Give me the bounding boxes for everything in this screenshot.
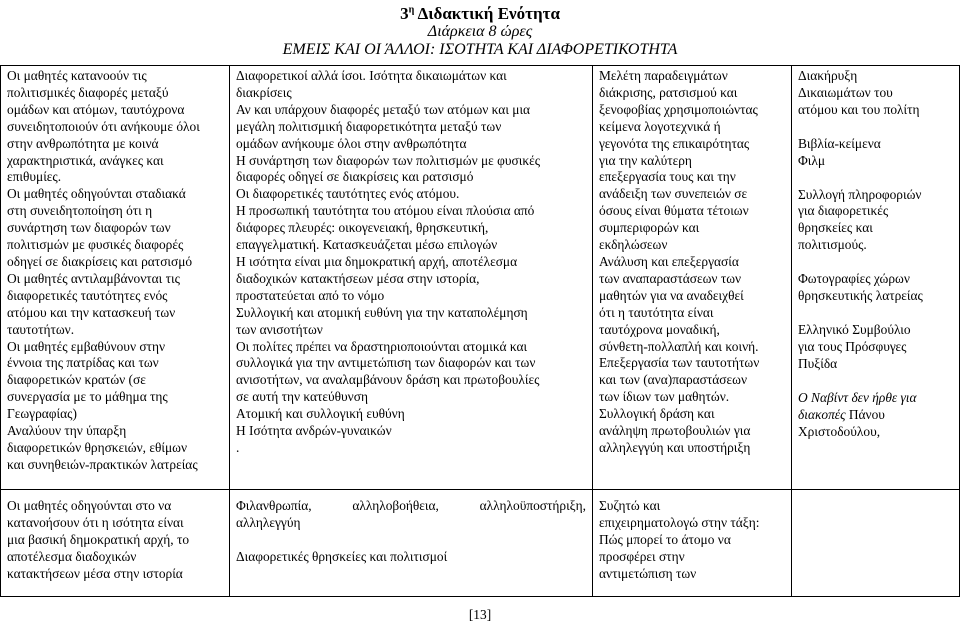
unit-title-line: [0, 4, 960, 23]
objectives-cell: [1, 66, 230, 490]
text-line: συνειδητοποιούν ότι ανήκουμε όλοι: [7, 118, 200, 134]
text-line: Διαφορετικοί αλλά ίσοι. Ισότητα δικαιωμάτων και: [236, 68, 507, 83]
resource-item: Ελληνικό Συμβούλιο: [798, 321, 911, 337]
unit-topic-title: ΕΜΕΙΣ ΚΑΙ ΟΙ ΆΛΛΟΙ: ΙΣΟΤΗΤΑ ΚΑΙ ΔΙΑΦΟΡΕΤΙΚΟΤΗΤΑ: [282, 41, 678, 58]
text-line: διάκρισης, ρατσισμού και: [599, 84, 738, 100]
text-line: ανάληψη πρωτοβουλιών για: [599, 423, 751, 439]
text-line: διαφορές οδηγεί σε διακρίσεις και ρατσισμό: [236, 169, 474, 185]
text-line: Οι μαθητές εμβαθύνουν στην: [7, 338, 166, 354]
text-line: αντιμετώπιση των: [599, 565, 697, 581]
text-line: μεγάλη πολιτισμική διαφορετικότητα μεταξύ των: [236, 118, 502, 134]
content-cell: [230, 490, 593, 597]
text-line: σε αυτή την κατεύθυνση: [236, 389, 368, 405]
text-line: Γεωγραφίας): [7, 406, 77, 422]
text-line: Πώς μπορεί το άτομο να: [599, 531, 731, 547]
text-line: στη συνειδητοποίηση ότι η: [7, 203, 153, 219]
text-line: Οι μαθητές αντιλαμβάνονται τις: [7, 270, 180, 286]
text-line: κατανοήσουν ότι η ισότητα είναι: [7, 514, 184, 530]
text-line: Διαφορετικές θρησκείες και πολιτισμοί: [236, 548, 448, 564]
text-line: προστατεύεται από το νόμο: [236, 287, 385, 303]
text-line: εκδηλώσεων: [599, 237, 668, 253]
text-line: .: [236, 439, 240, 455]
resource-item: πολιτισμούς.: [798, 237, 867, 253]
text-line: των ανισοτήτων: [236, 321, 323, 337]
book-title-continued: [798, 407, 953, 424]
text-line: επαγγελματική. Κατασκευάζεται μέσω επιλογών: [236, 237, 498, 253]
text-line: συλλογικά για την αντιμετώπιση των διαφορών και των: [236, 355, 536, 371]
text-line: αποτέλεσμα διαδοχικών: [7, 548, 137, 564]
curriculum-table: [0, 65, 960, 597]
text-line: επιθυμίες.: [7, 169, 62, 185]
text-line: Φιλανθρωπία, αλληλοβοήθεια, αλληλοϋποστήριξη,: [236, 498, 586, 513]
text-line: χαρακτηριστικά, ανάγκες και: [7, 152, 164, 168]
text-line: στην ανθρωπότητα με κοινά: [7, 135, 159, 151]
text-line: πολιτισμών με φυσικές διαφορές: [7, 237, 184, 253]
text-line: Ατομική και συλλογική ευθύνη: [236, 406, 405, 422]
text-line: συμπεριφορών και: [599, 220, 700, 236]
text-line: οδηγεί σε διακρίσεις και ρατσισμό: [7, 253, 193, 269]
book-title-end: διακοπές: [798, 406, 846, 422]
unit-label: Διδακτική Ενότητα: [417, 4, 560, 23]
text-line: των ίδιων των μαθητών.: [599, 389, 730, 405]
text-line: Αναλύουν την ύπαρξη: [7, 423, 127, 439]
text-line: Οι μαθητές οδηγούνται στο να: [7, 498, 172, 513]
unit-number: 3: [400, 4, 409, 23]
text-line: όσους είναι θύματα τέτοιων: [599, 203, 749, 219]
text-line: ταυτόχρονα μοναδική,: [599, 321, 720, 337]
text-line: διάφορες πλευρές: οικογενειακή, θρησκευτική,: [236, 220, 489, 236]
text-line: Οι μαθητές κατανοούν τις: [7, 68, 147, 83]
resource-item: Φιλμ: [798, 152, 826, 168]
page-number: [13]: [468, 607, 492, 622]
text-line: επιχειρηματολογώ στην τάξη:: [599, 514, 760, 530]
book-author-first: Πάνου: [845, 406, 885, 422]
text-line: διαφορετικών θρησκειών, εθίμων: [7, 439, 188, 455]
text-line: γεγονότα της επικαιρότητας: [599, 135, 750, 151]
unit-number-suffix: η: [408, 4, 415, 16]
text-line: και συνηθειών-πρακτικών λατρείας: [7, 456, 198, 472]
text-line: Η ισότητα είναι μια δημοκρατική αρχή, αποτέλεσμα: [236, 253, 518, 269]
resource-item: ατόμου και του πολίτη: [798, 101, 920, 117]
text-line: για την καλύτερη: [599, 152, 692, 168]
text-line: διαφορετικές ταυτότητες ενός: [7, 287, 168, 303]
text-line: Συζητώ και: [599, 498, 661, 513]
resource-item: για τους Πρόσφυγες: [798, 338, 907, 354]
text-line: Οι μαθητές οδηγούνται σταδιακά: [7, 186, 186, 202]
resource-item: Συλλογή πληροφοριών: [798, 186, 922, 202]
text-line: ομάδων ανήκουμε όλοι στην ανθρωπότητα: [236, 135, 467, 151]
text-line: σύνθετη-πολλαπλή και κοινή.: [599, 338, 759, 354]
text-line: Η συνάρτηση των διαφορών των πολιτισμών με φυσικές: [236, 152, 541, 168]
text-line: κατακτήσεων μέσα στην ιστορία: [7, 565, 183, 581]
text-line: Συλλογική δράση και: [599, 406, 715, 422]
resource-item: για διαφορετικές: [798, 203, 889, 219]
text-line: διαφορετικών κρατών (σε: [7, 372, 146, 388]
table-row: [1, 490, 960, 597]
resource-item: Φωτογραφίες χώρων: [798, 271, 910, 287]
text-line: ανάδειξη των συνεπειών σε: [599, 186, 748, 202]
text-line: έννοια της πατρίδας και των: [7, 355, 159, 371]
text-line: Μελέτη παραδειγμάτων: [599, 68, 728, 83]
activities-cell: [593, 490, 792, 597]
text-line: Οι διαφορετικές ταυτότητες ενός ατόμου.: [236, 186, 460, 202]
text-line: κείμενα λογοτεχνικά ή: [599, 118, 721, 134]
content-cell: [230, 66, 593, 490]
text-line: ξενοφοβίας χρησιμοποιώντας: [599, 101, 758, 117]
resources-cell: [792, 66, 960, 490]
resource-item: Πυξίδα: [798, 355, 838, 371]
text-line: Επεξεργασία των ταυτοτήτων: [599, 355, 760, 371]
book-title: Ο Ναβίντ δεν ήρθε για: [798, 389, 917, 405]
text-line: μια βασική δημοκρατική αρχή, το: [7, 531, 190, 547]
text-line: προσφέρει στην: [599, 548, 685, 564]
text-line: των αναπαραστάσεων των: [599, 270, 742, 286]
text-line: Η προσωπική ταυτότητα του ατόμου είναι πλούσια από: [236, 203, 535, 219]
text-line: Οι πολίτες πρέπει να δραστηριοποιούνται ατομικά και: [236, 338, 528, 354]
resources-cell: [792, 490, 960, 597]
resource-item: θρησκευτικής λατρείας: [798, 288, 923, 304]
resource-item: Δικαιωμάτων του: [798, 84, 893, 100]
unit-duration: Διάρκεια 8 ώρες: [427, 23, 533, 40]
resource-item: Διακήρυξη: [798, 68, 858, 83]
text-line: και των (ανα)παραστάσεων: [599, 372, 747, 388]
text-line: ανισοτήτων, να αναλαμβάνουν δράση και πρωτοβουλίες: [236, 372, 540, 388]
resource-item: θρησκείες και: [798, 220, 873, 236]
text-line: συνάρτηση των διαφορών των: [7, 220, 171, 236]
text-line: Ανάλυση και επεξεργασία: [599, 253, 739, 269]
text-line: Η Ισότητα ανδρών-γυναικών: [236, 423, 392, 439]
text-line: Συλλογική και ατομική ευθύνη για την καταπολέμηση: [236, 304, 528, 320]
text-line: συνεργασία με το μάθημα της: [7, 389, 168, 405]
text-line: αλληλεγγύη και υποστήριξη: [599, 439, 751, 455]
text-line: ταυτοτήτων.: [7, 321, 75, 337]
text-line: ατόμου και την κατασκευή των: [7, 304, 176, 320]
text-line: αλληλεγγύη: [236, 514, 301, 530]
unit-header: [0, 4, 960, 59]
table-row: [1, 66, 960, 490]
text-line: ότι η ταυτότητα είναι: [599, 304, 714, 320]
resource-item: Βιβλία-κείμενα: [798, 135, 881, 151]
objectives-cell: [1, 490, 230, 597]
book-author-last: Χριστοδούλου,: [798, 423, 881, 439]
text-line: διακρίσεις: [236, 84, 292, 100]
text-line: μαθητών για να αναδειχθεί: [599, 287, 744, 303]
text-line: Αν και υπάρχουν διαφορές μεταξύ των ατόμων και μια: [236, 101, 531, 117]
text-line: ομάδων και ατόμων, ταυτόχρονα: [7, 101, 185, 117]
activities-cell: [593, 66, 792, 490]
text-line: επεξεργασία τους και την: [599, 169, 736, 185]
text-line: διαδοχικών κατακτήσεων μέσα στην ιστορία,: [236, 270, 480, 286]
text-line: πολιτισμικές διαφορές μεταξύ: [7, 84, 169, 100]
